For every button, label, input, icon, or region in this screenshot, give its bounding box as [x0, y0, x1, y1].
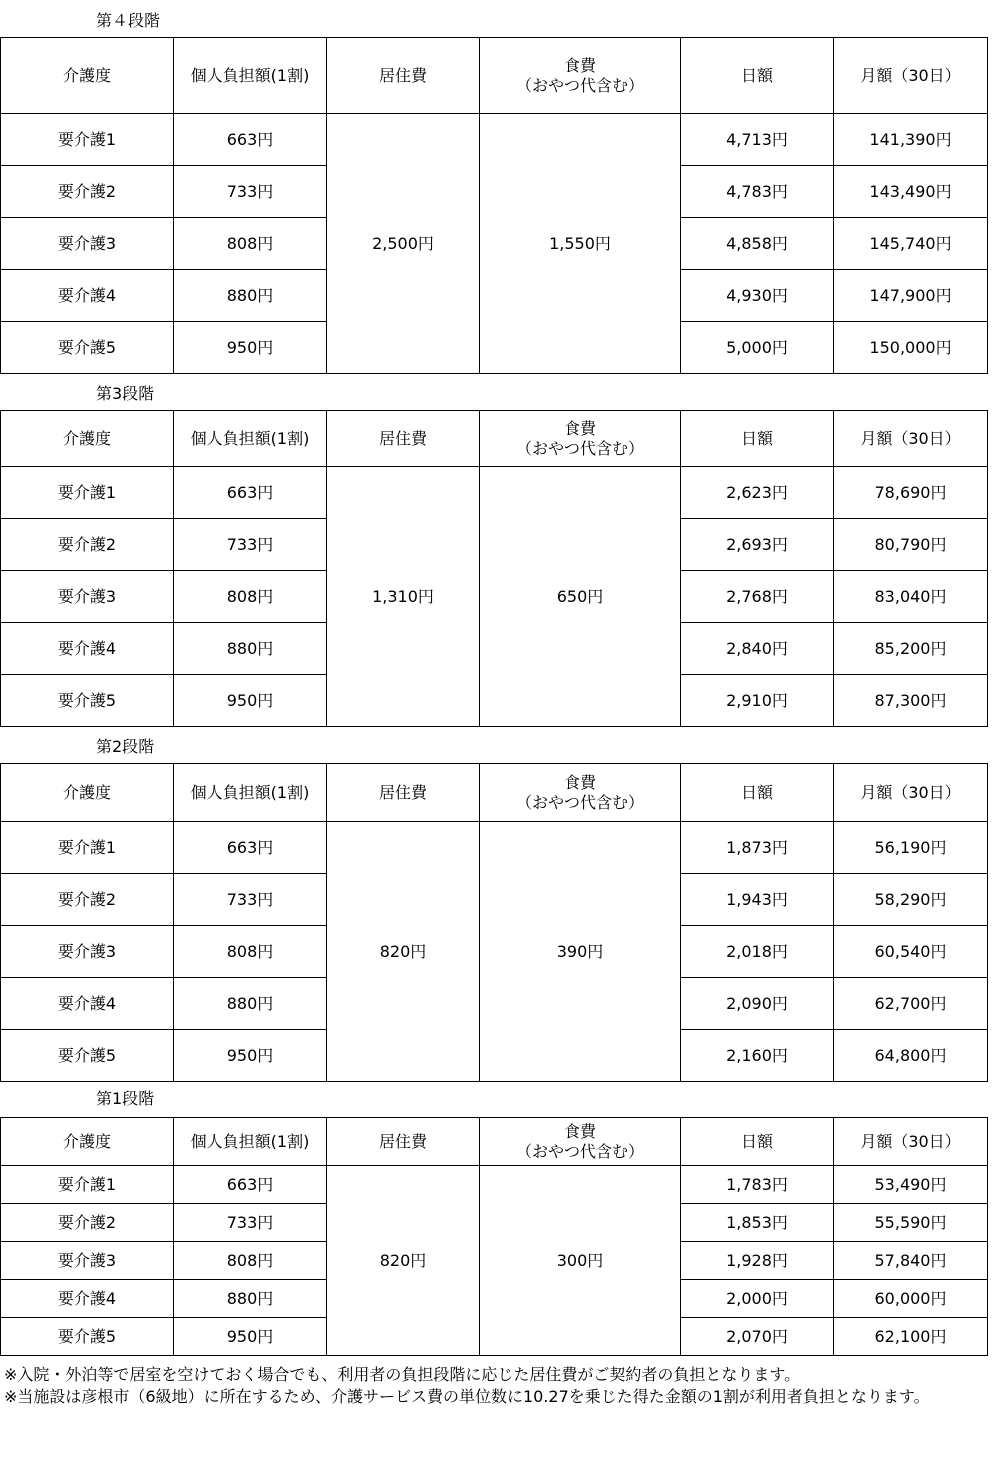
- header-personal-burden: 個人負担額(1割): [174, 411, 327, 467]
- stage-title: 第2段階: [96, 737, 155, 756]
- header-residence-fee: 居住費: [327, 38, 480, 114]
- header-meal-fee: [480, 38, 681, 114]
- personal-burden-cell: 808円: [174, 218, 327, 270]
- note-regional-rate: ※当施設は彦根市（6級地）に所在するため、介護サービス費の単位数に10.27を乗じた得た金額の1割が利用者負担となります。: [4, 1387, 930, 1406]
- personal-burden-cell: 950円: [174, 1318, 327, 1356]
- monthly-amount-cell: 83,040円: [834, 571, 988, 623]
- fee-table: [0, 763, 988, 1082]
- care-level-cell: 要介護1: [1, 114, 174, 166]
- monthly-amount-cell: 80,790円: [834, 519, 988, 571]
- care-level-cell: 要介護4: [1, 623, 174, 675]
- notes: [4, 1364, 990, 1408]
- meal-fee-cell: 1,550円: [480, 114, 681, 374]
- fee-table: [0, 1117, 988, 1356]
- meal-fee-cell: 650円: [480, 467, 681, 727]
- care-level-cell: 要介護3: [1, 571, 174, 623]
- monthly-amount-cell: 60,540円: [834, 926, 988, 978]
- daily-amount-cell: 2,840円: [681, 623, 834, 675]
- care-level-cell: 要介護4: [1, 978, 174, 1030]
- care-level-cell: 要介護5: [1, 1318, 174, 1356]
- monthly-amount-cell: 62,100円: [834, 1318, 988, 1356]
- header-meal-fee-line1: 食費: [563, 55, 596, 75]
- monthly-amount-cell: 147,900円: [834, 270, 988, 322]
- personal-burden-cell: 880円: [174, 623, 327, 675]
- header-meal-fee-line2: （おやつ代含む）: [515, 792, 644, 812]
- header-meal-fee: [480, 411, 681, 467]
- personal-burden-cell: 733円: [174, 519, 327, 571]
- header-personal-burden: 個人負担額(1割): [174, 38, 327, 114]
- daily-amount-cell: 4,858円: [681, 218, 834, 270]
- header-residence-fee: 居住費: [327, 411, 480, 467]
- care-level-cell: 要介護1: [1, 822, 174, 874]
- personal-burden-cell: 733円: [174, 1204, 327, 1242]
- table-header-row: [1, 764, 988, 822]
- care-level-cell: 要介護2: [1, 1204, 174, 1242]
- monthly-amount-cell: 145,740円: [834, 218, 988, 270]
- personal-burden-cell: 663円: [174, 467, 327, 519]
- fee-table: [0, 37, 988, 374]
- table-header-row: [1, 411, 988, 467]
- table-header-row: [1, 1118, 988, 1166]
- residence-fee-cell: 2,500円: [327, 114, 480, 374]
- care-level-cell: 要介護2: [1, 166, 174, 218]
- care-level-cell: 要介護2: [1, 519, 174, 571]
- header-monthly: 月額（30日）: [834, 764, 988, 822]
- header-monthly: 月額（30日）: [834, 38, 988, 114]
- monthly-amount-cell: 58,290円: [834, 874, 988, 926]
- note-hospitalization: ※入院・外泊等で居室を空けておく場合でも、利用者の負担段階に応じた居住費がご契約者の負担となります。: [4, 1365, 801, 1384]
- daily-amount-cell: 2,693円: [681, 519, 834, 571]
- header-care-level: 介護度: [1, 764, 174, 822]
- monthly-amount-cell: 141,390円: [834, 114, 988, 166]
- meal-fee-cell: 300円: [480, 1166, 681, 1356]
- daily-amount-cell: 2,910円: [681, 675, 834, 727]
- table-row: [1, 114, 988, 166]
- header-residence-fee: 居住費: [327, 764, 480, 822]
- header-meal-fee-line2: （おやつ代含む）: [515, 1141, 644, 1161]
- daily-amount-cell: 2,768円: [681, 571, 834, 623]
- header-daily: 日額: [681, 1118, 834, 1166]
- monthly-amount-cell: 150,000円: [834, 322, 988, 374]
- daily-amount-cell: 1,853円: [681, 1204, 834, 1242]
- personal-burden-cell: 880円: [174, 270, 327, 322]
- fee-table: [0, 410, 988, 727]
- residence-fee-cell: 1,310円: [327, 467, 480, 727]
- header-meal-fee-line1: 食費: [563, 1121, 596, 1141]
- residence-fee-cell: 820円: [327, 822, 480, 1082]
- daily-amount-cell: 2,070円: [681, 1318, 834, 1356]
- care-level-cell: 要介護5: [1, 675, 174, 727]
- monthly-amount-cell: 143,490円: [834, 166, 988, 218]
- care-level-cell: 要介護4: [1, 1280, 174, 1318]
- monthly-amount-cell: 53,490円: [834, 1166, 988, 1204]
- daily-amount-cell: 1,928円: [681, 1242, 834, 1280]
- monthly-amount-cell: 62,700円: [834, 978, 988, 1030]
- daily-amount-cell: 2,160円: [681, 1030, 834, 1082]
- care-level-cell: 要介護5: [1, 1030, 174, 1082]
- daily-amount-cell: 2,000円: [681, 1280, 834, 1318]
- monthly-amount-cell: 55,590円: [834, 1204, 988, 1242]
- header-personal-burden: 個人負担額(1割): [174, 1118, 327, 1166]
- header-daily: 日額: [681, 38, 834, 114]
- personal-burden-cell: 880円: [174, 978, 327, 1030]
- residence-fee-cell: 820円: [327, 1166, 480, 1356]
- table-row: [1, 1166, 988, 1204]
- care-level-cell: 要介護1: [1, 1166, 174, 1204]
- personal-burden-cell: 808円: [174, 926, 327, 978]
- daily-amount-cell: 4,783円: [681, 166, 834, 218]
- personal-burden-cell: 880円: [174, 1280, 327, 1318]
- header-residence-fee: 居住費: [327, 1118, 480, 1166]
- monthly-amount-cell: 57,840円: [834, 1242, 988, 1280]
- header-meal-fee: [480, 1118, 681, 1166]
- header-meal-fee-line1: 食費: [563, 772, 596, 792]
- daily-amount-cell: 5,000円: [681, 322, 834, 374]
- personal-burden-cell: 950円: [174, 1030, 327, 1082]
- table-header-row: [1, 38, 988, 114]
- personal-burden-cell: 663円: [174, 114, 327, 166]
- personal-burden-cell: 733円: [174, 874, 327, 926]
- monthly-amount-cell: 87,300円: [834, 675, 988, 727]
- personal-burden-cell: 950円: [174, 675, 327, 727]
- personal-burden-cell: 808円: [174, 1242, 327, 1280]
- header-personal-burden: 個人負担額(1割): [174, 764, 327, 822]
- header-care-level: 介護度: [1, 38, 174, 114]
- care-level-cell: 要介護1: [1, 467, 174, 519]
- header-daily: 日額: [681, 764, 834, 822]
- header-meal-fee-line2: （おやつ代含む）: [515, 75, 644, 95]
- care-level-cell: 要介護3: [1, 218, 174, 270]
- monthly-amount-cell: 60,000円: [834, 1280, 988, 1318]
- table-row: [1, 467, 988, 519]
- care-level-cell: 要介護3: [1, 926, 174, 978]
- daily-amount-cell: 1,783円: [681, 1166, 834, 1204]
- daily-amount-cell: 1,873円: [681, 822, 834, 874]
- monthly-amount-cell: 85,200円: [834, 623, 988, 675]
- daily-amount-cell: 4,713円: [681, 114, 834, 166]
- stage-title: 第3段階: [96, 384, 155, 403]
- header-care-level: 介護度: [1, 411, 174, 467]
- stage-title: 第４段階: [96, 11, 161, 30]
- monthly-amount-cell: 64,800円: [834, 1030, 988, 1082]
- daily-amount-cell: 1,943円: [681, 874, 834, 926]
- daily-amount-cell: 4,930円: [681, 270, 834, 322]
- header-meal-fee-line1: 食費: [563, 418, 596, 438]
- personal-burden-cell: 733円: [174, 166, 327, 218]
- daily-amount-cell: 2,623円: [681, 467, 834, 519]
- stage-title: 第1段階: [96, 1089, 155, 1108]
- daily-amount-cell: 2,090円: [681, 978, 834, 1030]
- monthly-amount-cell: 78,690円: [834, 467, 988, 519]
- header-meal-fee-line2: （おやつ代含む）: [515, 438, 644, 458]
- header-monthly: 月額（30日）: [834, 411, 988, 467]
- personal-burden-cell: 950円: [174, 322, 327, 374]
- header-meal-fee: [480, 764, 681, 822]
- care-level-cell: 要介護4: [1, 270, 174, 322]
- care-level-cell: 要介護5: [1, 322, 174, 374]
- care-level-cell: 要介護2: [1, 874, 174, 926]
- personal-burden-cell: 663円: [174, 1166, 327, 1204]
- care-level-cell: 要介護3: [1, 1242, 174, 1280]
- daily-amount-cell: 2,018円: [681, 926, 834, 978]
- monthly-amount-cell: 56,190円: [834, 822, 988, 874]
- meal-fee-cell: 390円: [480, 822, 681, 1082]
- table-row: [1, 822, 988, 874]
- personal-burden-cell: 808円: [174, 571, 327, 623]
- header-daily: 日額: [681, 411, 834, 467]
- header-care-level: 介護度: [1, 1118, 174, 1166]
- header-monthly: 月額（30日）: [834, 1118, 988, 1166]
- personal-burden-cell: 663円: [174, 822, 327, 874]
